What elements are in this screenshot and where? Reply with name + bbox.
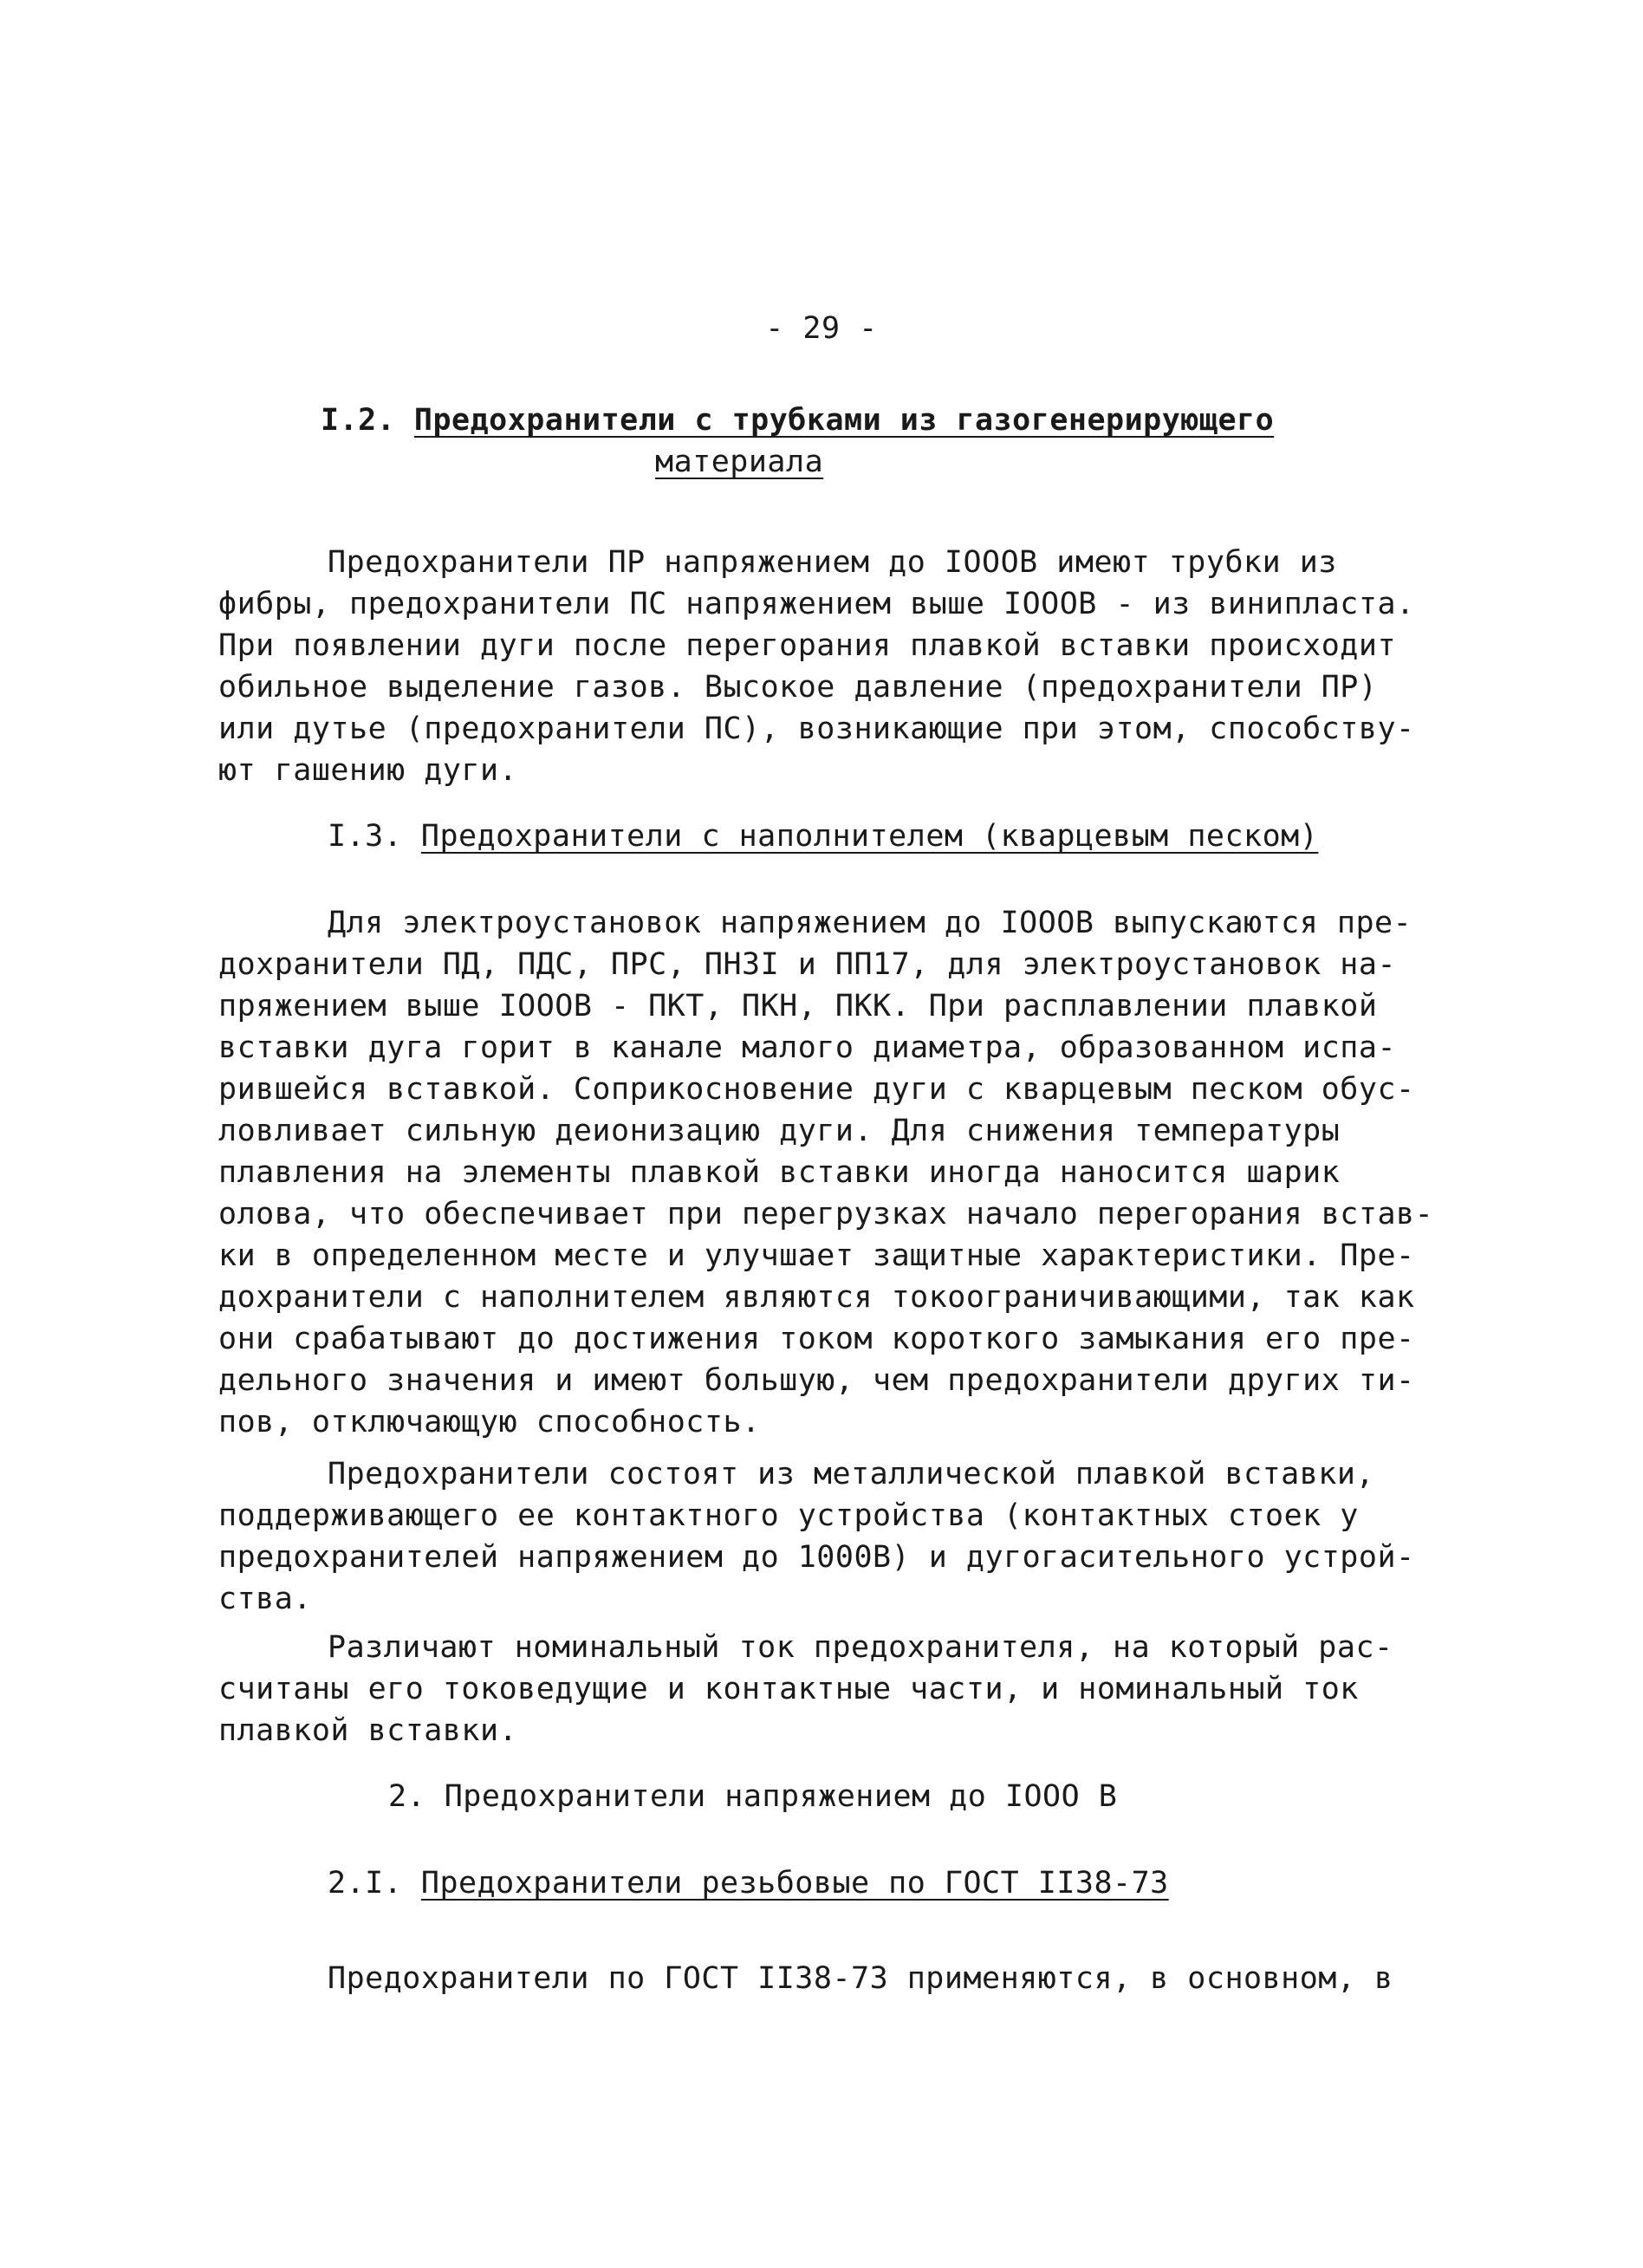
paragraph-line: считаны его токоведущие и контактные части, и номинальный ток [218,1672,1359,1706]
paragraph-line: пов, отключающую способность. [218,1405,761,1439]
paragraph-line: олова, что обеспечивает при перегрузках начало перегорания встав- [218,1197,1434,1231]
paragraph-line: вставки дуга горит в канале малого диаметра, образованном испа- [218,1030,1397,1065]
section-1-2-heading [321,399,1274,442]
section-title: Предохранители с трубками из газогенерирующего [413,403,1275,438]
paragraph-line: При появлении дуги после перегорания плавкой вставки происходит [218,628,1397,663]
section-number: 2.I. [328,1866,403,1901]
page-number: - 29 - [765,311,878,346]
paragraph-line: Различают номинальный ток предохранителя, на который рас- [328,1630,1393,1665]
paragraph-line: Для электроустановок напряжением до IOOOВ выпускаются пре- [328,906,1412,940]
paragraph-line: Предохранители по ГОСТ II38-73 применяются, в основном, в [328,1961,1393,1996]
section-2-1-heading [328,1862,1169,1905]
section-number: I.3. [328,819,403,854]
section-number: I.2. [321,403,396,438]
paragraph-line: дохранители с наполнителем являются токоограничивающими, так как [218,1280,1415,1315]
paragraph-line: пряжением выше IOOOВ - ПКТ, ПКН, ПКК. При расплавлении плавкой [218,989,1378,1024]
paragraph-line: плавкой вставки. [218,1713,518,1748]
paragraph-line: фибры, предохранители ПС напряжением выше IOOOВ - из винипласта. [218,587,1415,621]
paragraph-line: ства. [218,1582,312,1616]
section-1-3-heading [328,815,1318,858]
section-title: Предохранители с наполнителем (кварцевым песком) [420,819,1319,854]
paragraph-line: Предохранители ПР напряжением до IOOOВ имеют трубки из [328,545,1337,580]
paragraph-line: предохранителей напряжением до 1000В) и дугогасительного устрой- [218,1540,1415,1575]
paragraph-line: они срабатывают до достижения током короткого замыкания его пре- [218,1322,1415,1356]
paragraph-line: ловливает сильную деионизацию дуги. Для снижения температуры [218,1114,1341,1148]
paragraph-line: Предохранители состоят из металлической плавкой вставки, [328,1457,1375,1491]
paragraph-line: обильное выделение газов. Высокое давление (предохранители ПР) [218,670,1378,705]
paragraph-line: дельного значения и имеют большую, чем предохранители других ти- [218,1363,1415,1398]
paragraph-line: рившейся вставкой. Соприкосновение дуги с кварцевым песком обус- [218,1072,1415,1107]
paragraph-line: или дутье (предохранители ПС), возникающие при этом, способству- [218,712,1415,746]
section-2-heading: 2. Предохранители напряжением до IOOO В [388,1779,1118,1814]
section-title-continued: материала [655,445,824,479]
paragraph-line: поддерживающего ее контактного устройства (контактных стоек у [218,1498,1359,1533]
paragraph-line: плавления на элементы плавкой вставки иногда наносится шарик [218,1155,1341,1190]
paragraph-line: ки в определенном месте и улучшает защитные характеристики. Пре- [218,1238,1415,1273]
section-title: Предохранители резьбовые по ГОСТ II38-73 [420,1866,1169,1901]
paragraph-line: ют гашению дуги. [218,753,518,788]
paragraph-line: дохранители ПД, ПДС, ПРС, ПН3I и ПП17, для электроустановок на- [218,947,1397,982]
